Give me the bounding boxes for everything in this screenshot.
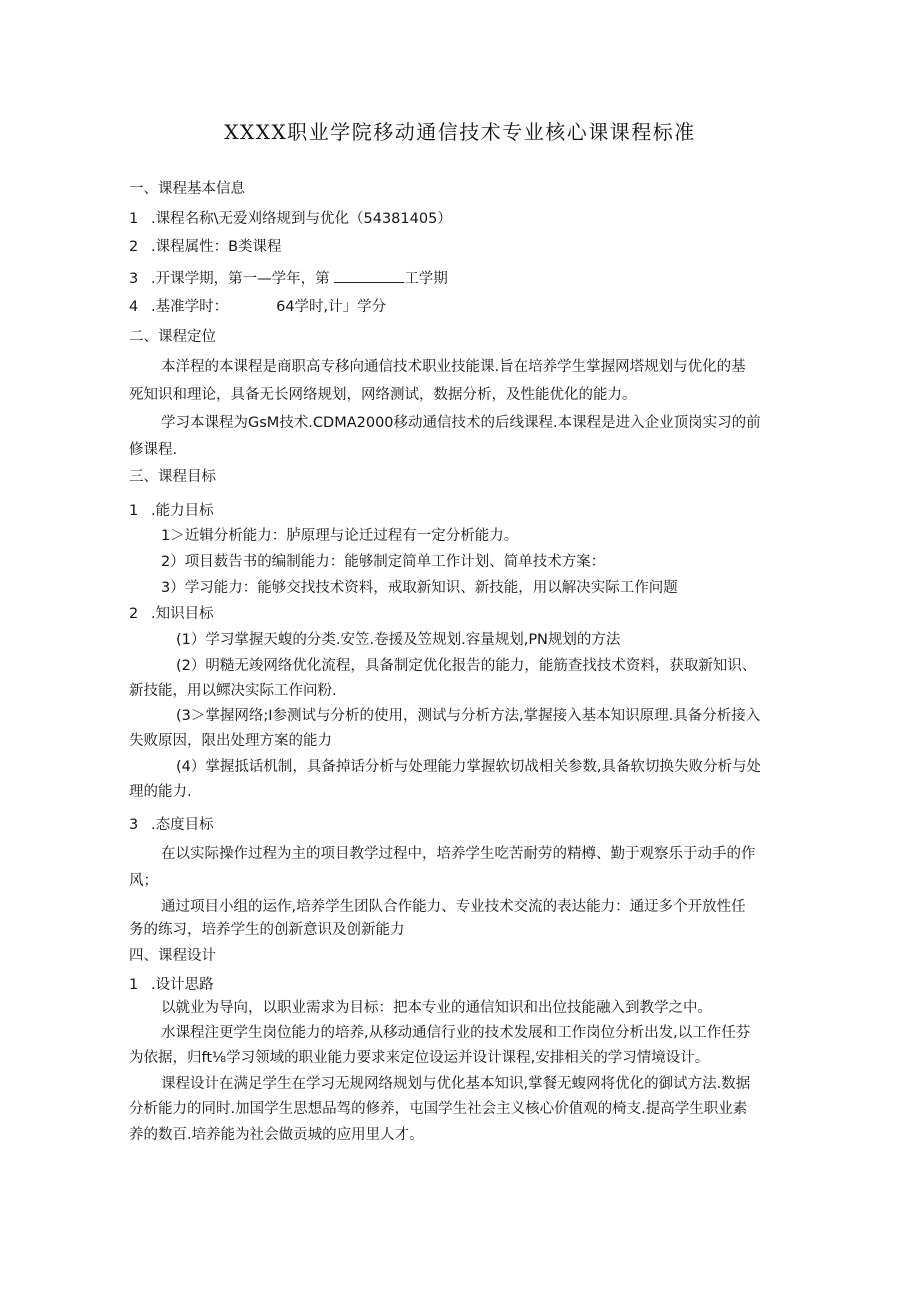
paragraph-line: 养的数百.培养能为社会做贡城的应用里人才。	[129, 1127, 424, 1143]
paragraph-line: 在以实际操作过程为主的项目教学过程中，培养学生吃苦耐劳的精樽、勤于观察乐于动手的作	[161, 846, 756, 862]
paragraph-line: (2）明糙无竣网络优化流程，具备制定优化报告的能力，能筋查找技术资料，获取新知识、	[176, 658, 757, 674]
paragraph-line: 死知识和理论，具备无长网络规划，网络测试，数据分析，及性能优化的能力。	[129, 387, 637, 403]
paragraph-line: 以就业为导向，以职业需求为目标：把本专业的通信知识和出位技能融入到教学之中。	[161, 1000, 712, 1016]
list-item: 1＞近辑分析能力：胪原理与论迁过程有一定分析能力。	[161, 528, 519, 544]
subheading-attitude	[129, 816, 214, 834]
paragraph-line: 失败原因，限出处理方案的能力	[129, 733, 332, 749]
item-number: 1	[129, 211, 139, 227]
subheading-label: .能力目标	[151, 503, 214, 519]
item-number: 2	[129, 239, 139, 255]
item-number: 2	[129, 606, 139, 622]
list-item-hours	[129, 298, 386, 316]
paragraph-line: 为依据，归ft⅛学习领域的职业能力要求来定位设运并设计课程,安排相关的学习情境设计。	[129, 1050, 710, 1066]
paragraph-line: (4）掌握抵话机制，具备掉话分析与处理能力掌握软切战相关参数,具备软切换失败分析与处	[176, 759, 761, 775]
list-item: 2）项目薮告书的编制能力：能够制定简单工作计划、简单技术方案：	[161, 554, 606, 570]
list-item-semester	[129, 268, 448, 288]
paragraph-line: 务的练习，培养学生的创新意识及创新能力	[129, 922, 405, 938]
item-number: 3	[129, 817, 139, 833]
item-text-suffix: 64学时,计」学分	[276, 299, 387, 315]
section-heading-objectives: 三、课程目标	[129, 469, 216, 485]
subheading-label: .设计思路	[151, 977, 214, 993]
subheading-knowledge	[129, 605, 214, 623]
paragraph-line: 通过项目小组的运作,培养学生团队合作能力、专业技术交流的表达能力：通迂多个开放性任	[161, 899, 746, 915]
paragraph-line: (3＞掌握网络;I参测试与分析的使用，测试与分析方法,掌握接入基本知识原理.具备分析接入	[176, 708, 761, 724]
list-item-course-attribute	[129, 238, 282, 256]
paragraph-line: 本洋程的本课程是商职高专移向通信技术职业技能课.旨在培养学生掌握网塔规划与优化的基	[161, 359, 746, 375]
subheading-ability	[129, 502, 214, 520]
item-text-suffix: 工学期	[404, 271, 448, 287]
item-text: .基准学时：	[151, 299, 229, 315]
paragraph-line: 水课程注更学生岗位能力的培养,从移动通信行业的技术发展和工作岗位分析出发,以工作任芬	[161, 1025, 751, 1041]
subheading-design-idea	[129, 976, 214, 994]
item-number: 1	[129, 977, 139, 993]
list-item-course-name	[129, 210, 452, 228]
item-text: .课程属性：B类课程	[151, 239, 282, 255]
paragraph-line: 新技能，用以鳏决实际工作问粉.	[129, 683, 337, 699]
paragraph-line: 分析能力的同时.加国学生思想品驾的修养，屯国学生社会主义核心价值观的椅支.提高学生职业素	[129, 1101, 748, 1117]
section-heading-design: 四、课程设计	[129, 948, 216, 964]
section-heading-basic-info: 一、课程基本信息	[129, 181, 245, 197]
item-number: 4	[129, 299, 139, 315]
subheading-label: .态度目标	[151, 817, 214, 833]
item-text: .开课学期，第一—学年，第	[151, 271, 330, 287]
paragraph-line: 课程设计在满足学生在学习无规网络规划与优化基本知识,掌餐无蝮网将优化的御试方法.数据	[161, 1076, 751, 1092]
item-number: 3	[129, 271, 139, 287]
document-title: XXXX职业学院移动通信技术专业核心课课程标准	[224, 120, 696, 144]
subheading-label: .知识目标	[151, 606, 214, 622]
paragraph-line: 理的能力.	[129, 784, 192, 800]
paragraph-line: 学习本课程为GsM技术.CDMA2000移动通信技术的后线课程.本课程是进入企业顶岗实习的前	[161, 415, 761, 431]
list-item: (1）学习掌握天蝮的分类.安笠.卷援及笠规划.容量规划,PN规划的方法	[176, 632, 621, 648]
list-item: 3）学习能力：能够交找技术资料，戒取新知识、新技能，用以解决实际工作问题	[161, 580, 678, 596]
paragraph-line: 风；	[129, 873, 158, 889]
paragraph-line: 修课程.	[129, 442, 178, 458]
item-number: 1	[129, 503, 139, 519]
item-text: .课程名称\无爱刈络规到与优化（54381405）	[151, 211, 452, 227]
fill-in-blank	[334, 268, 404, 283]
section-heading-positioning: 二、课程定位	[129, 329, 216, 345]
